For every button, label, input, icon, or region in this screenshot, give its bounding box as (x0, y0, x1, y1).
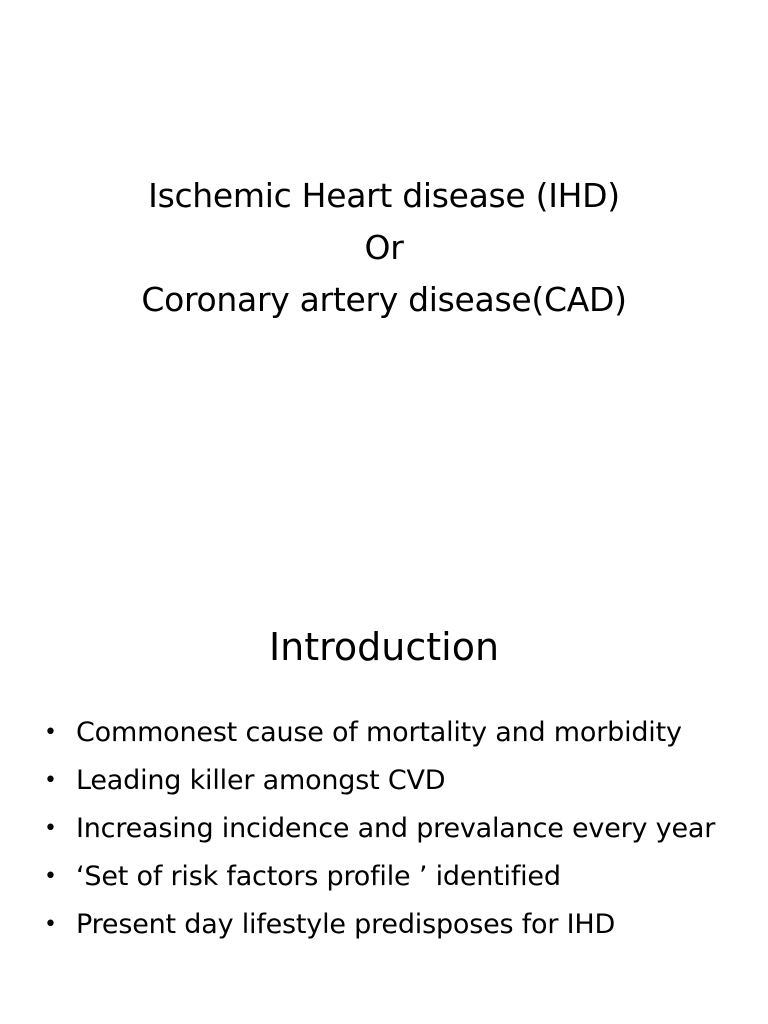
title-line-3: Coronary artery disease(CAD) (141, 280, 627, 319)
bullet-item (44, 904, 744, 946)
title-line-1: Ischemic Heart disease (IHD) (148, 176, 620, 215)
introduction-slide (0, 512, 768, 1024)
bullet-list (44, 712, 744, 952)
bullet-dot-icon: • (44, 864, 57, 889)
introduction-heading: Introduction (268, 625, 500, 669)
bullet-item (44, 808, 744, 850)
slide-title (0, 170, 768, 326)
bullet-item (44, 712, 744, 754)
bullet-item (44, 856, 744, 898)
bullet-dot-icon: • (44, 720, 57, 745)
bullet-dot-icon: • (44, 816, 57, 841)
bullet-text: ‘Set of risk factors profile ’ identified (76, 861, 561, 892)
bullet-dot-icon: • (44, 768, 57, 793)
bullet-dot-icon: • (44, 912, 57, 937)
bullet-text: Present day lifestyle predisposes for IHD (76, 909, 616, 940)
bullet-item (44, 760, 744, 802)
title-line-2: Or (364, 228, 404, 267)
bullet-text: Commonest cause of mortality and morbidity (76, 717, 682, 748)
bullet-text: Increasing incidence and prevalance every year (76, 813, 716, 844)
bullet-text: Leading killer amongst CVD (76, 765, 446, 796)
